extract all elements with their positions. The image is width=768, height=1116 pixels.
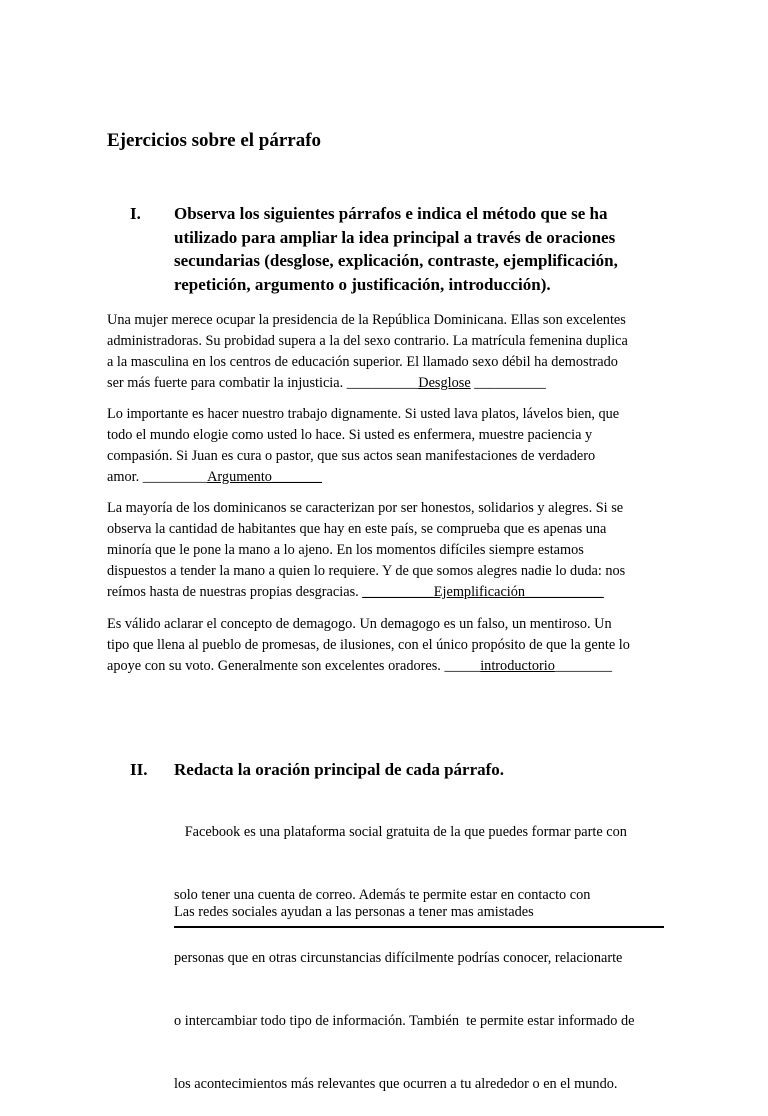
section-2-number: II. bbox=[130, 760, 148, 779]
paragraph-line: Es válido aclarar el concepto de demagogo. Un demagogo es un falso, un mentiroso. Un bbox=[107, 616, 612, 632]
paragraph-last-line bbox=[107, 656, 667, 677]
paragraph-last-line bbox=[107, 373, 667, 394]
paragraph-text: ser más fuerte para combatir la injusticia. bbox=[107, 375, 347, 391]
instruction-line: secundarias (desglose, explicación, contraste, ejemplificación, bbox=[174, 251, 618, 270]
answer-text: introductorio bbox=[480, 658, 555, 674]
paragraph-text: apoye con su voto. Generalmente son excelentes oradores. bbox=[107, 658, 445, 674]
paragraph-2 bbox=[107, 404, 667, 488]
section-1-number: I. bbox=[130, 204, 141, 223]
answer-underline bbox=[174, 926, 664, 928]
instruction-line: repetición, argumento o justificación, introducción). bbox=[174, 274, 551, 294]
paragraph-line: minoría que le pone la mano a lo ajeno. En los momentos difíciles siempre estamos bbox=[107, 542, 584, 558]
paragraph-line: administradoras. Su probidad supera a la del sexo contrario. La matrícula femenina duplica bbox=[107, 333, 628, 349]
paragraph-text: reímos hasta de nuestras propias desgracias. bbox=[107, 584, 363, 600]
answer-blank: __________ bbox=[346, 375, 419, 391]
instruction-line: Observa los siguientes párrafos e indica el método que se ha bbox=[174, 204, 608, 223]
answer-blank: ________ bbox=[554, 658, 613, 674]
section-2-paragraph bbox=[174, 780, 674, 1116]
paragraph-line: personas que en otras circunstancias difícilmente podrías conocer, relacionarte bbox=[174, 950, 623, 966]
answer-text: Desglose bbox=[418, 375, 471, 391]
paragraph-line: La mayoría de los dominicanos se caracterizan por ser honestos, solidarios y alegres. Si se bbox=[107, 500, 624, 516]
paragraph-3 bbox=[107, 498, 667, 603]
paragraph-line: observa la cantidad de habitantes que hay en este país, se comprueba que es apenas una bbox=[107, 521, 607, 537]
paragraph-line: a la masculina en los centros de educación superior. El llamado sexo débil ha demostrado bbox=[107, 354, 618, 370]
paragraph-text: amor. bbox=[107, 469, 143, 485]
paragraph-line: dispuestos a tender la mano a quien lo requiere. Y de que somos alegres nadie lo duda: nos bbox=[107, 563, 626, 579]
answer-text: Argumento_______ bbox=[207, 469, 322, 485]
paragraph-last-line bbox=[107, 582, 667, 603]
answer-blank: __________ bbox=[470, 375, 546, 391]
paragraph-line: o intercambiar todo tipo de información. También te permite estar informado de bbox=[174, 1013, 635, 1029]
answer-blank: _____ bbox=[444, 658, 481, 674]
paragraph-line: Facebook es una plataforma social gratuita de la que puedes formar parte con bbox=[174, 824, 627, 840]
answer-blank: _________ bbox=[142, 469, 208, 485]
answer-text: __________Ejemplificación___________ bbox=[362, 584, 604, 600]
paragraph-line: Una mujer merece ocupar la presidencia de la República Dominicana. Ellas son excelentes bbox=[107, 312, 626, 328]
section-2-heading: Redacta la oración principal de cada párrafo. bbox=[174, 760, 505, 779]
instruction-line: utilizado para ampliar la idea principal a través de oraciones bbox=[174, 227, 616, 247]
paragraph-line: los acontecimientos más relevantes que ocurren a tu alrededor o en el mundo. bbox=[174, 1076, 618, 1092]
paragraph-last-line bbox=[107, 467, 667, 488]
paragraph-line: Lo importante es hacer nuestro trabajo dignamente. Si usted lava platos, lávelos bien, que bbox=[107, 406, 620, 422]
paragraph-line: compasión. Si Juan es cura o pastor, que sus actos sean manifestaciones de verdadero bbox=[107, 448, 596, 464]
page-title: Ejercicios sobre el párrafo bbox=[107, 130, 322, 151]
paragraph-1 bbox=[107, 310, 667, 394]
paragraph-line: todo el mundo elogie como usted lo hace. Si usted es enfermera, muestre paciencia y bbox=[107, 427, 593, 443]
section-1-instructions bbox=[174, 202, 618, 296]
paragraph-line: tipo que llena al pueblo de promesas, de ilusiones, con el único propósito de que la gente lo bbox=[107, 637, 630, 653]
paragraph-4 bbox=[107, 614, 667, 677]
section-2-answer: Las redes sociales ayudan a las personas a tener mas amistades bbox=[174, 904, 534, 920]
paragraph-line: solo tener una cuenta de correo. Además te permite estar en contacto con bbox=[174, 887, 591, 903]
